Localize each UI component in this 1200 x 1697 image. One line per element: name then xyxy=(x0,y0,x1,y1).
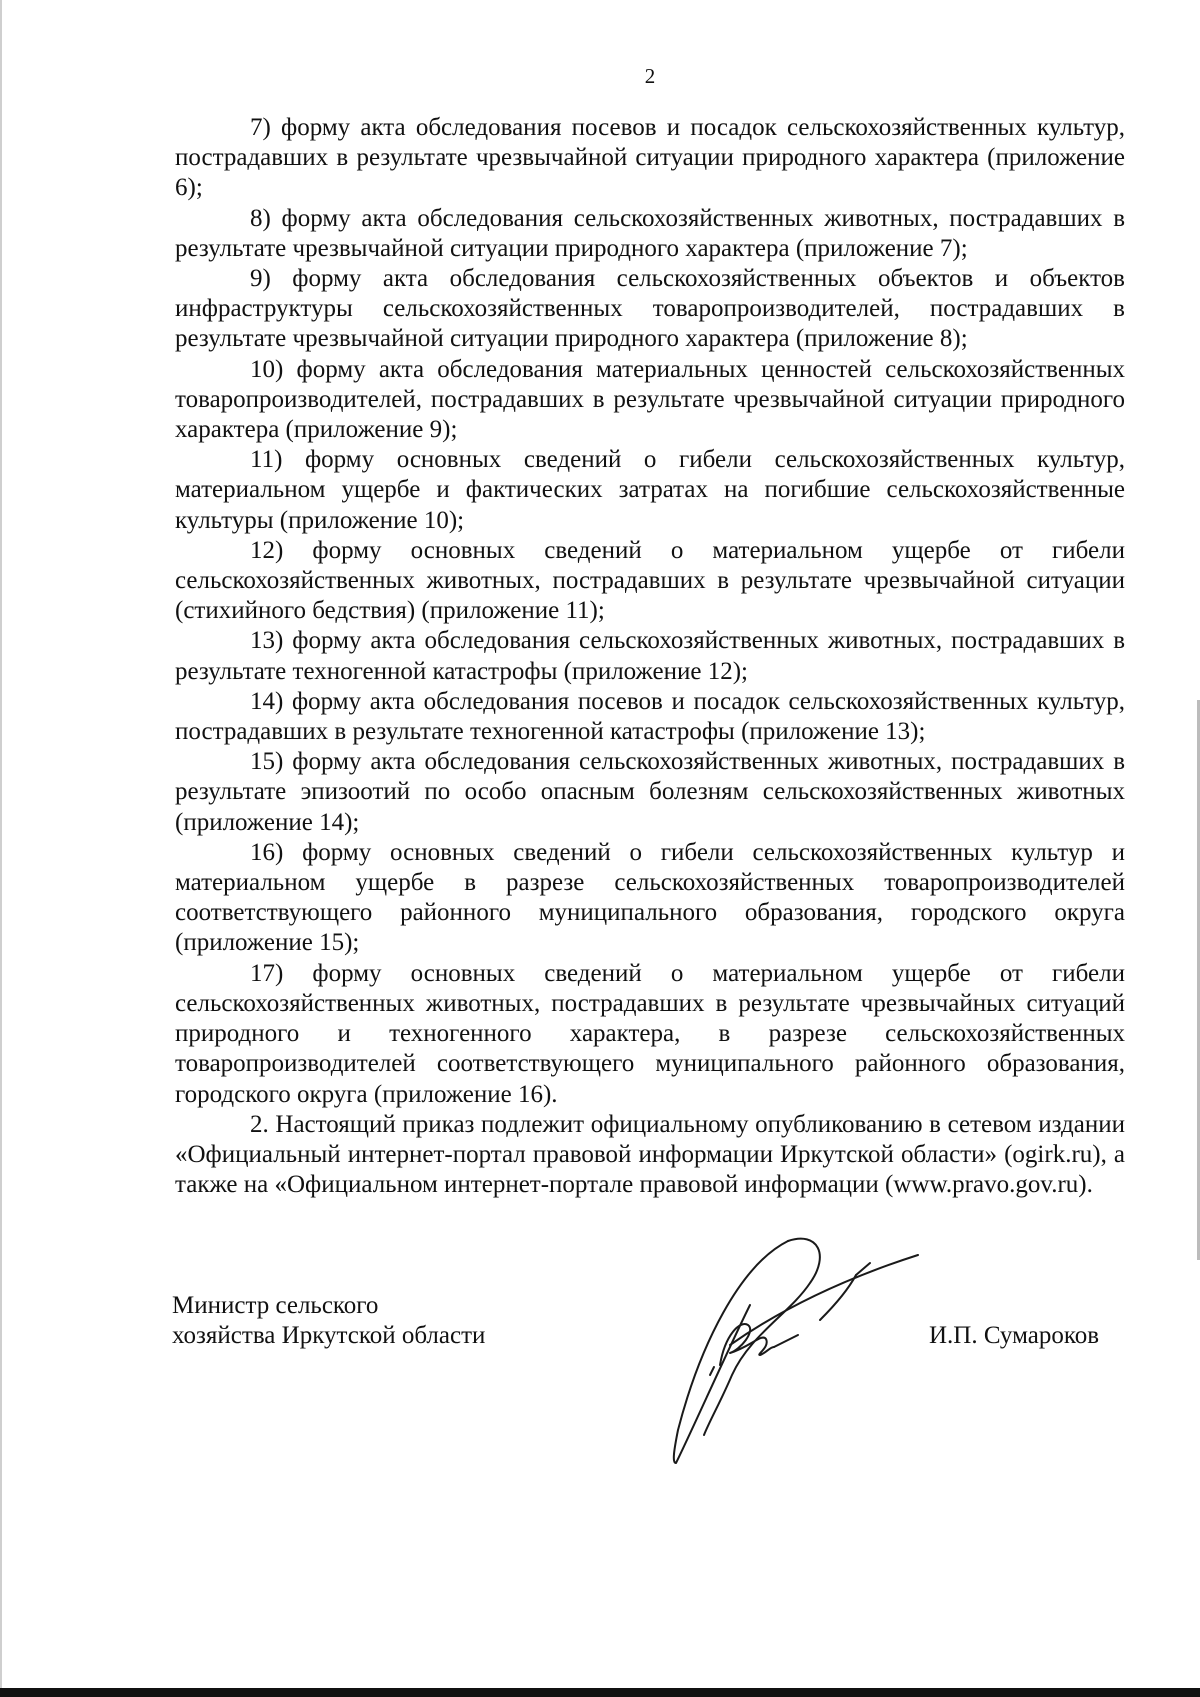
list-item-8: 8) форму акта обследования сельскохозяйственных животных, пострадавших в результате чрезвычайной ситуации природного характера (приложение 7); xyxy=(175,204,1125,262)
publication-clause: 2. Настоящий приказ подлежит официальному опубликованию в сетевом издании «Официальный интернет-портал правовой информации Иркутской области» (ogirk.ru), а также на «Официальном интернет-портале правовой информации (www.pravo.gov.ru). xyxy=(175,1110,1125,1199)
list-item-16: 16) форму основных сведений о гибели сельскохозяйственных культур и материальном ущербе в разрезе сельскохозяйственных товаропроизводителей соответствующего районного муниципального образования, городского округа (приложение 15); xyxy=(175,838,1125,957)
signature-stroke-8 xyxy=(710,1367,714,1375)
list-item-15: 15) форму акта обследования сельскохозяйственных животных, пострадавших в результате эпизоотий по особо опасным болезням сельскохозяйственных животных (приложение 14); xyxy=(175,748,1125,836)
list-item-7: 7) форму акта обследования посевов и посадок сельскохозяйственных культур, пострадавших в результате чрезвычайной ситуации природного характера (приложение 6); xyxy=(175,114,1125,202)
list-item-14: 14) форму акта обследования посевов и посадок сельскохозяйственных культур, пострадавших в результате техногенной катастрофы (приложение 13); xyxy=(175,687,1125,746)
handwritten-signature xyxy=(670,1235,930,1470)
signer-position-line1: Министр сельского xyxy=(172,1292,379,1319)
document-body xyxy=(175,113,1125,1200)
signature-stroke-4 xyxy=(774,1335,798,1347)
scan-bottom-border xyxy=(0,1688,1200,1697)
signer-position-line2: хозяйства Иркутской области xyxy=(172,1322,486,1349)
list-item-9: 9) форму акта обследования сельскохозяйственных объектов и объектов инфраструктуры сельскохозяйственных товаропроизводителей, пострадавших в результате чрезвычайной ситуации природного характера (приложение 8); xyxy=(175,265,1125,353)
list-item-12: 12) форму основных сведений о материальном ущербе от гибели сельскохозяйственных животных, пострадавших в результате чрезвычайной ситуации (стихийного бедствия) (приложение 11); xyxy=(175,536,1125,625)
scan-left-edge xyxy=(0,0,2,1697)
signer-position xyxy=(172,1291,485,1351)
list-item-17: 17) форму основных сведений о материальном ущербе от гибели сельскохозяйственных животных, пострадавших в результате чрезвычайных ситуаций природного и техногенного характера, в разрезе сельскохозяйственных товаропроизводителей соответствующего муниципального районного образования, городского округа (приложение 16). xyxy=(175,959,1125,1108)
signature-stroke-6 xyxy=(820,1275,856,1320)
list-item-10: 10) форму акта обследования материальных ценностей сельскохозяйственных товаропроизводителей, пострадавших в результате чрезвычайной ситуации природного характера (приложение 9); xyxy=(175,355,1125,444)
list-item-13: 13) форму акта обследования сельскохозяйственных животных, пострадавших в результате техногенной катастрофы (приложение 12); xyxy=(175,627,1125,685)
list-item-11: 11) форму основных сведений о гибели сельскохозяйственных культур, материальном ущербе и фактических затратах на погибшие сельскохозяйственные культуры (приложение 10); xyxy=(175,446,1125,534)
signature-stroke-5 xyxy=(730,1255,918,1345)
page-number: 2 xyxy=(644,64,656,88)
signer-name: И.П. Сумароков xyxy=(929,1322,1100,1349)
